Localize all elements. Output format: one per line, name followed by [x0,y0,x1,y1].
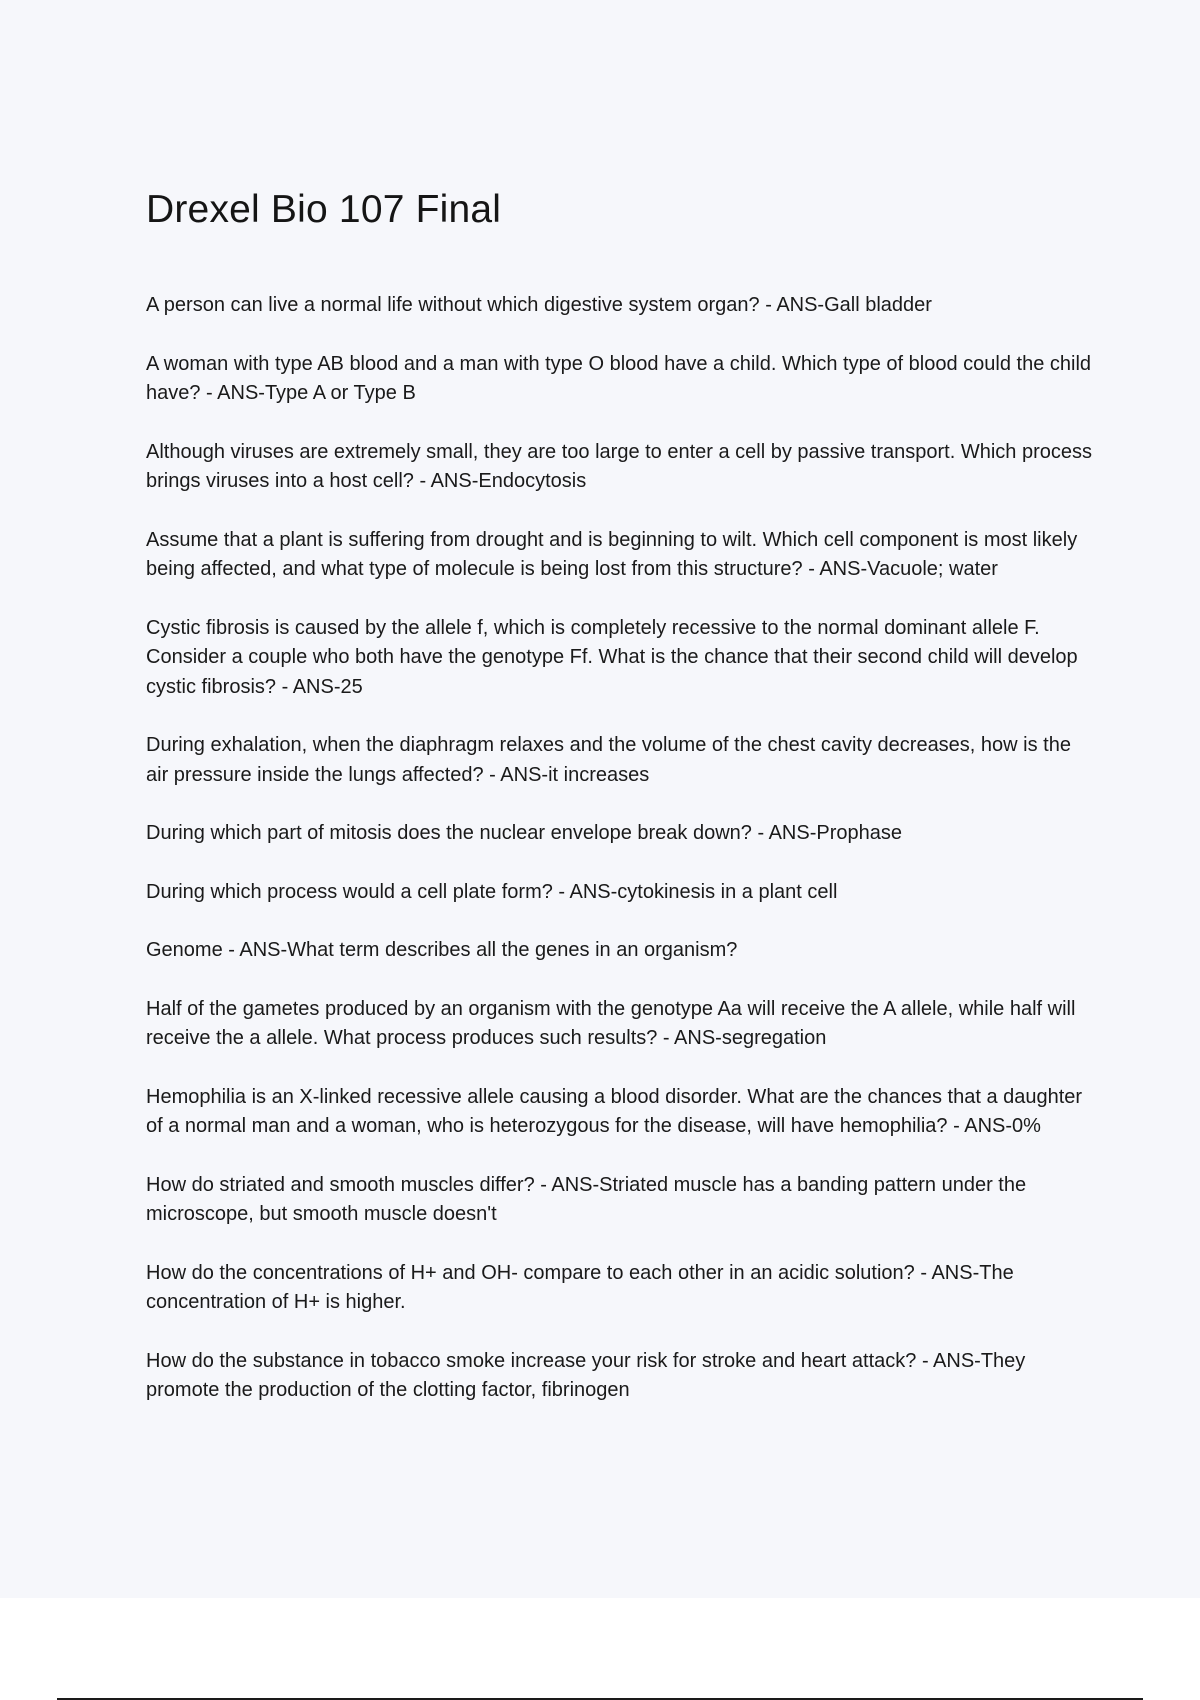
qa-item: A person can live a normal life without which digestive system organ? - ANS-Gall bladder [146,294,932,316]
document-content [146,182,1096,1435]
document-title: Drexel Bio 107 Final [146,188,502,231]
qa-item: During which process would a cell plate form? - ANS-cytokinesis in a plant cell [146,880,838,903]
qa-item: How do striated and smooth muscles differ? - ANS-Striated muscle has a banding pattern under the microscope, but smooth muscle doesn't [146,1173,1027,1225]
qa-item: Cystic fibrosis is caused by the allele f, which is completely recessive to the normal dominant allele F. Consider a couple who both have the genotype Ff. What is the chance that their second child will develop cystic fibrosis? - ANS-25 [146,616,1078,698]
qa-item: A woman with type AB blood and a man with type O blood have a child. Which type of blood could the child have? - ANS-Type A or Type B [146,352,1092,404]
qa-item: Assume that a plant is suffering from drought and is beginning to wilt. Which cell component is most likely being affected, and what type of molecule is being lost from this structure? - ANS-Vacuole; water [146,528,1078,580]
qa-item: How do the concentrations of H+ and OH- compare to each other in an acidic solution? - ANS-The concentration of H+ is higher. [146,1261,1014,1313]
qa-item: Hemophilia is an X-linked recessive allele causing a blood disorder. What are the chances that a daughter of a normal man and a woman, who is heterozygous for the disease, will have hemophilia? - ANS-0% [146,1085,1083,1137]
qa-item: During which part of mitosis does the nuclear envelope break down? - ANS-Prophase [146,822,902,844]
qa-item: How do the substance in tobacco smoke increase your risk for stroke and heart attack? - ANS-They promote the production of the clotting factor, fibrinogen [146,1349,1026,1401]
qa-item: Genome - ANS-What term describes all the genes in an organism? [146,939,738,961]
qa-list [146,291,1096,1406]
qa-item: During exhalation, when the diaphragm relaxes and the volume of the chest cavity decreases, how is the air pressure inside the lungs affected? - ANS-it increases [146,734,1071,786]
qa-item: Half of the gametes produced by an organism with the genotype Aa will receive the A allele, while half will receive the a allele. What process produces such results? - ANS-segregation [146,997,1076,1049]
qa-item: Although viruses are extremely small, they are too large to enter a cell by passive transport. Which process brings viruses into a host cell? - ANS-Endocytosis [146,440,1092,492]
